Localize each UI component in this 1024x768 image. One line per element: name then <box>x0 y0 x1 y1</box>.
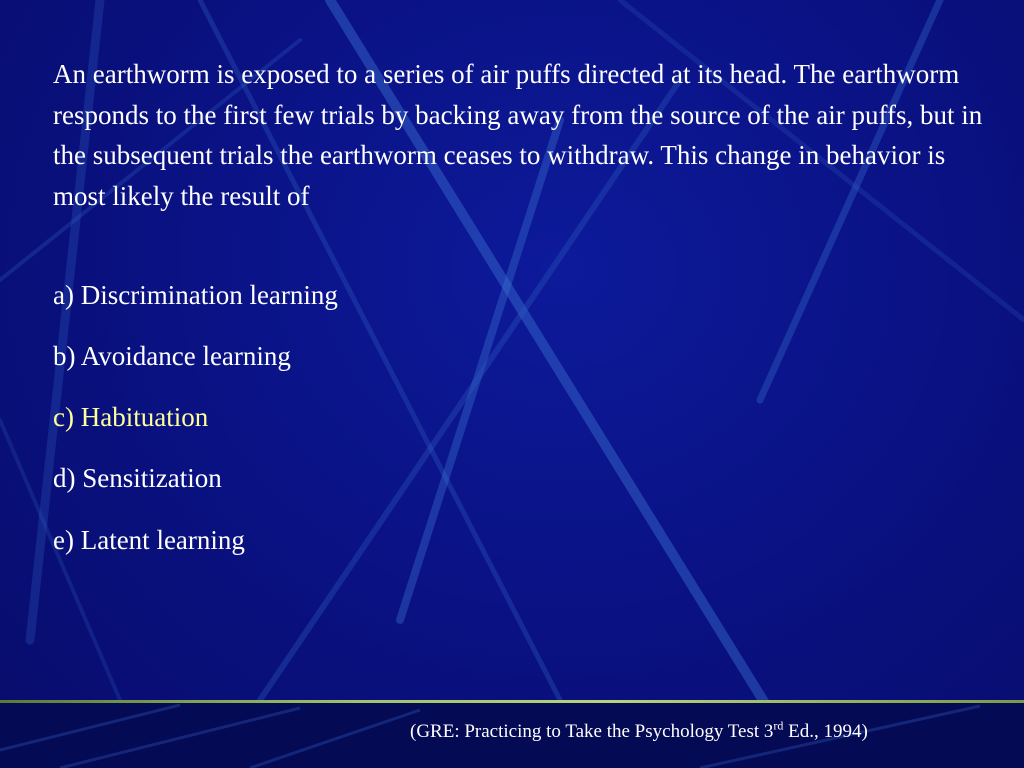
citation-text-end: Ed., 1994) <box>783 721 868 742</box>
option-d: d) Sensitization <box>53 463 222 493</box>
option-c: c) Habituation <box>53 402 209 432</box>
citation-text: (GRE: Practicing to Take the Psychology Test 3 <box>410 721 774 742</box>
citation <box>410 718 868 743</box>
question-text: An earthworm is exposed to a series of air puffs directed at its head. The earthworm responds to the first few trials by backing away from the source of the air puffs, but in the subsequent trials the earthworm ceases to withdraw. This change in behavior is most likely the result of <box>53 59 983 211</box>
option-a: a) Discrimination learning <box>53 280 338 310</box>
option-b: b) Avoidance learning <box>53 341 291 371</box>
footer-divider <box>0 700 1024 703</box>
option-e: e) Latent learning <box>53 525 245 555</box>
citation-superscript: rd <box>773 718 784 733</box>
